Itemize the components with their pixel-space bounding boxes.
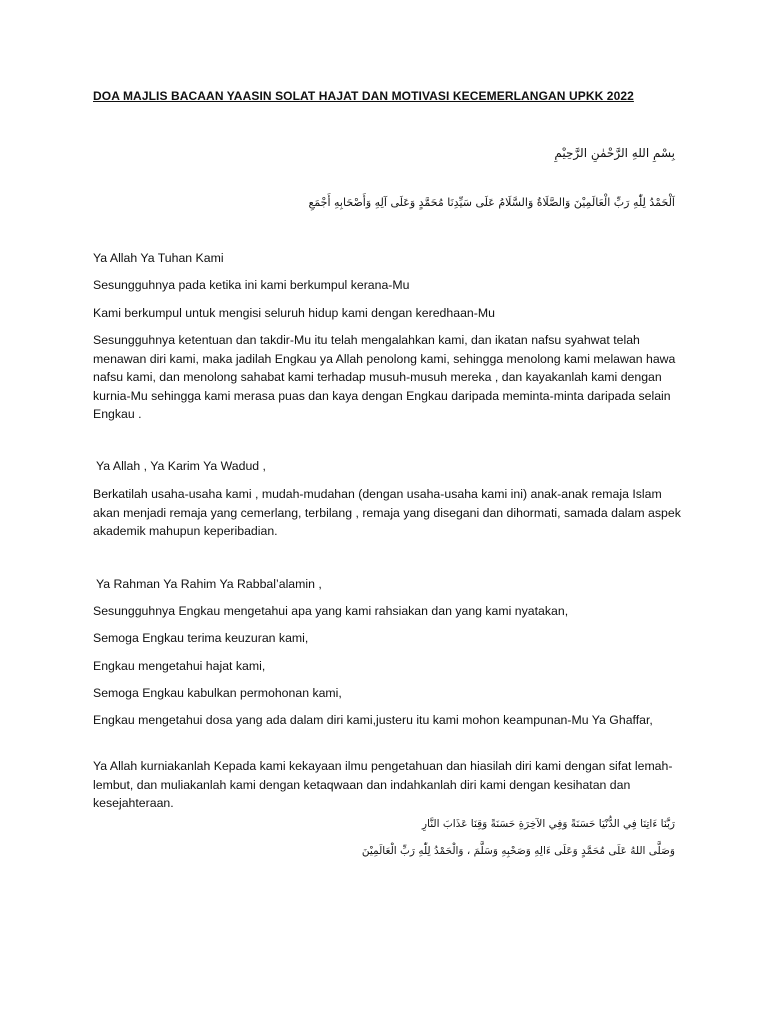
paragraph-knows-secrets: Sesungguhnya Engkau mengetahui apa yang kami rahsiakan dan yang kami nyatakan,	[93, 604, 569, 618]
arabic-opening-praise: اَلْحَمْدُ لِلّٰهِ رَبِّ الْعَالَمِيْنَ وَالصَّلَاةُ وَالسَّلَامُ عَلَى سَيِّدِنَا مُحَمَّدٍ وَعَلَى آلِهِ وَأَصْحَابِهِ أَجْمَعِ	[308, 196, 675, 209]
paragraph-knowledge: Ya Allah kurniakanlah Kepada kami kekayaan ilmu pengetahuan dan hiasilah diri kami dengan sifat lemah-lembut, dan muliakanlah kami dengan ketaqwaan dan indahkanlah diri kami dengan kesihatan dan kesejahteraan.	[93, 759, 673, 810]
paragraph-forgiveness: Engkau mengetahui dosa yang ada dalam diri kami,justeru itu kami mohon keampunan-Mu Ya Ghaffar,	[93, 713, 653, 727]
paragraph-requests: Semoga Engkau kabulkan permohonan kami,	[93, 686, 342, 700]
arabic-rabbana-atina: رَبَّنَا ءَاتِنَا فِي الدُّنْيَا حَسَنَةً وَفِي الآخِرَةِ حَسَنَةً وَقِنَا عَذَابَ النَّارِ	[421, 818, 675, 830]
paragraph-bless-efforts: Berkatilah usaha-usaha kami , mudah-mudahan (dengan usaha-usaha kami ini) anak-anak remaja Islam akan menjadi remaja yang cemerlang, terbilang , remaja yang disegani dan dihormati, samada dalam aspek akademik mahupun keperibadian.	[93, 487, 681, 538]
paragraph-ya-rahman: Ya Rahman Ya Rahim Ya Rabbal’alamin ,	[96, 577, 322, 591]
paragraph-excuse: Semoga Engkau terima keuzuran kami,	[93, 631, 309, 645]
paragraph-gathering: Sesungguhnya pada ketika ini kami berkumpul kerana-Mu	[93, 278, 410, 292]
paragraph-destiny: Sesungguhnya ketentuan dan takdir-Mu itu telah mengalahkan kami, dan ikatan nafsu syahwat telah menawan diri kami, maka jadilah Engkau ya Allah penolong kami, sehingga menolong kami melawan hawa nafsu kami, dan menolong sahabat kami terhadap musuh-musuh mereka , dan kayakanlah kami dengan kurnia-Mu sehingga kami merasa puas dan kaya dengan Engkau daripada meminta-minta daripada selain Engkau .	[93, 333, 676, 421]
paragraph-ya-karim: Ya Allah , Ya Karim Ya Wadud ,	[96, 459, 266, 473]
document-title: DOA MAJLIS BACAAN YAASIN SOLAT HAJAT DAN MOTIVASI KECEMERLANGAN UPKK 2022	[93, 89, 634, 103]
paragraph-needs: Engkau mengetahui hajat kami,	[93, 659, 266, 673]
arabic-bismillah: بِسْمِ اللهِ الرَّحْمٰنِ الرَّحِيْمِ	[554, 146, 675, 160]
paragraph-purpose: Kami berkumpul untuk mengisi seluruh hidup kami dengan keredhaan-Mu	[93, 306, 495, 320]
arabic-closing-salawat: وَصَلَّى اللهُ عَلَى مُحَمَّدٍ وَعَلَى ءَالِهِ وَصَحْبِهِ وَسَلَّمَ ، وَالْحَمْدُ لِلّٰهِ رَبِّ الْعَالَمِيْنَ	[361, 845, 675, 857]
paragraph-opening-address: Ya Allah Ya Tuhan Kami	[93, 251, 224, 265]
